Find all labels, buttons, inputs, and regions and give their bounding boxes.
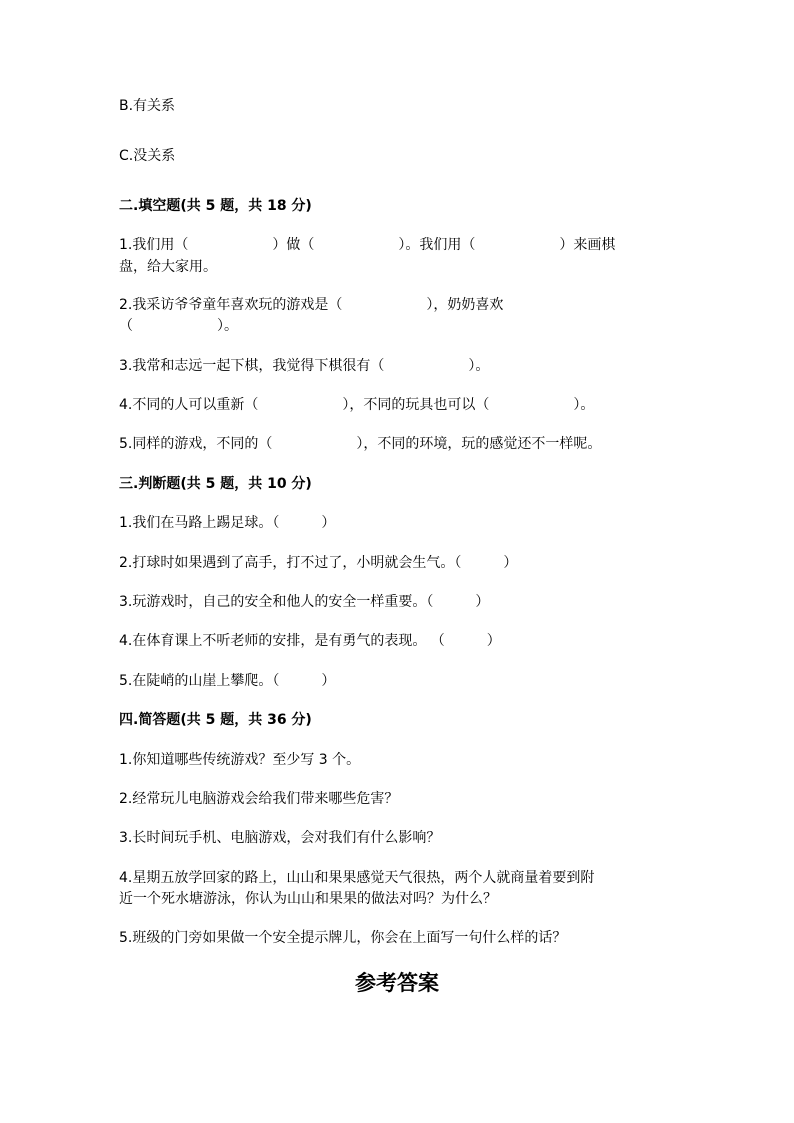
- fill-blank-q3: 3.我常和志远一起下棋，我觉得下棋很有（ ）。: [119, 358, 490, 374]
- fill-blank-q2-line1: 2.我采访爷爷童年喜欢玩的游戏是（ ），奶奶喜欢: [119, 297, 504, 313]
- fill-blank-q4: 4.不同的人可以重新（ ），不同的玩具也可以（ ）。: [119, 397, 595, 413]
- short-answer-q3: 3.长时间玩手机、电脑游戏，会对我们有什么影响？: [119, 830, 441, 846]
- option-c: C.没关系: [119, 148, 176, 164]
- short-answer-q5: 5.班级的门旁如果做一个安全提示牌儿，你会在上面写一句什么样的话？: [119, 930, 567, 946]
- section-heading-short-answer: 四.简答题(共 5 题，共 36 分): [119, 712, 312, 728]
- option-b: B.有关系: [119, 98, 176, 114]
- fill-blank-q1-line1: 1.我们用（ ）做（ ）。我们用（ ）来画棋: [119, 237, 616, 253]
- true-false-q1: 1.我们在马路上踢足球。（ ）: [119, 515, 336, 531]
- true-false-q4: 4.在体育课上不听老师的安排，是有勇气的表现。 （ ）: [119, 633, 501, 649]
- short-answer-q4-line2: 近一个死水塘游泳，你认为山山和果果的做法对吗？为什么？: [119, 891, 497, 907]
- fill-blank-q5: 5.同样的游戏，不同的（ ），不同的环境，玩的感觉还不一样呢。: [119, 436, 602, 452]
- section-heading-true-false: 三.判断题(共 5 题，共 10 分): [119, 476, 312, 492]
- short-answer-q4-line1: 4.星期五放学回家的路上，山山和果果感觉天气很热，两个人就商量着要到附: [119, 870, 595, 886]
- true-false-q5: 5.在陡峭的山崖上攀爬。（ ）: [119, 673, 336, 689]
- section-heading-fill-blank: 二.填空题(共 5 题，共 18 分): [119, 198, 312, 214]
- true-false-q2: 2.打球时如果遇到了高手，打不过了，小明就会生气。（ ）: [119, 555, 518, 571]
- fill-blank-q2-line2: （ ）。: [119, 318, 238, 334]
- answers-title: 参考答案: [355, 970, 439, 995]
- short-answer-q1: 1.你知道哪些传统游戏？至少写 3 个。: [119, 752, 361, 768]
- fill-blank-q1-line2: 盘，给大家用。: [119, 259, 217, 275]
- short-answer-q2: 2.经常玩儿电脑游戏会给我们带来哪些危害？: [119, 791, 399, 807]
- true-false-q3: 3.玩游戏时，自己的安全和他人的安全一样重要。（ ）: [119, 594, 490, 610]
